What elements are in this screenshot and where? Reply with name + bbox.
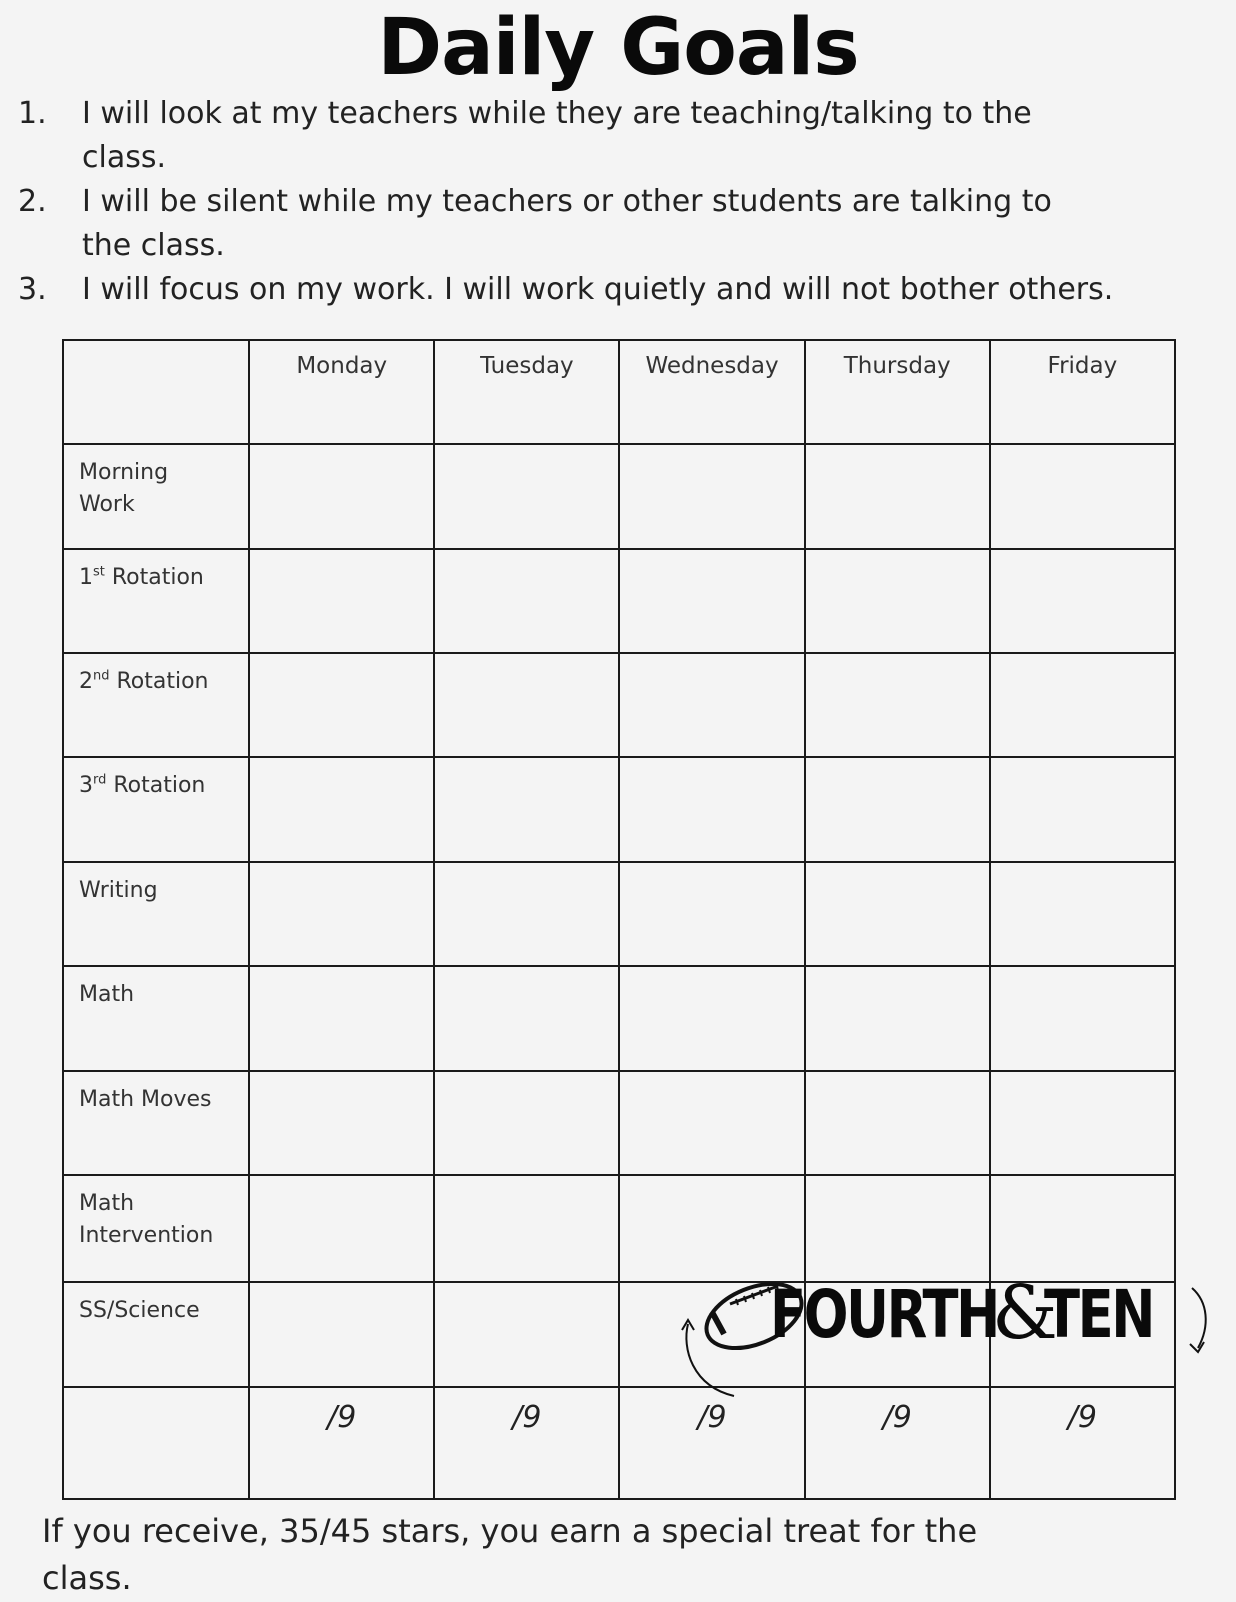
- goal-text: [82, 92, 1227, 180]
- goal-cell[interactable]: [434, 653, 619, 757]
- goal-cell[interactable]: [249, 966, 434, 1070]
- goal-cell[interactable]: [249, 549, 434, 653]
- row-label-2nd-rotation: [63, 653, 249, 757]
- row-label-line: Morning: [79, 460, 169, 486]
- goal-cell[interactable]: [805, 1071, 990, 1175]
- goal-cell[interactable]: [434, 966, 619, 1070]
- day-header-tuesday: Tuesday: [434, 340, 619, 444]
- goal-cell[interactable]: [990, 966, 1175, 1070]
- score-cell-friday[interactable]: /9: [990, 1387, 1175, 1499]
- goal-cell[interactable]: [805, 1175, 990, 1282]
- goal-cell[interactable]: [434, 862, 619, 966]
- table-row: [63, 549, 1175, 653]
- goal-cell[interactable]: [619, 862, 804, 966]
- goal-cell[interactable]: [805, 966, 990, 1070]
- goal-cell[interactable]: [249, 1071, 434, 1175]
- logo-ampersand: &: [992, 1270, 1055, 1356]
- goal-cell[interactable]: [805, 444, 990, 548]
- goal-cell[interactable]: [990, 1175, 1175, 1282]
- row-label-line: SS/Science: [79, 1298, 200, 1324]
- reward-note-line: class.: [42, 1559, 132, 1597]
- goal-text-line: I will focus on my work. I will work quietly and will not bother others.: [82, 272, 1114, 307]
- ordinal-suffix: st: [93, 564, 105, 580]
- reward-note: [42, 1508, 1202, 1602]
- goal-number: 1.: [18, 96, 47, 131]
- goal-cell[interactable]: [990, 1071, 1175, 1175]
- goal-text: [82, 180, 1227, 268]
- goal-cell[interactable]: [619, 549, 804, 653]
- table-row: [63, 966, 1175, 1070]
- ordinal-suffix: rd: [93, 773, 107, 789]
- goal-cell[interactable]: [619, 1175, 804, 1282]
- logo-text-fourth: FOURTH: [770, 1276, 998, 1353]
- row-label-text: Rotation: [104, 564, 204, 590]
- goal-cell[interactable]: [619, 1071, 804, 1175]
- goal-cell[interactable]: [434, 444, 619, 548]
- corner-cell: [63, 340, 249, 444]
- row-label-line: Writing: [79, 877, 158, 903]
- day-header-friday: Friday: [990, 340, 1175, 444]
- goal-cell[interactable]: [805, 549, 990, 653]
- goal-cell[interactable]: [619, 966, 804, 1070]
- goal-cell[interactable]: [249, 653, 434, 757]
- goal-cell[interactable]: [249, 757, 434, 861]
- table-row: [63, 1071, 1175, 1175]
- page-title: Daily Goals: [377, 3, 859, 93]
- goal-text-line: I will be silent while my teachers or other students are talking to: [82, 184, 1052, 219]
- row-label-ss-science: [63, 1282, 249, 1386]
- score-cell-monday[interactable]: /9: [249, 1387, 434, 1499]
- logo-text-ten: TEN: [1044, 1276, 1154, 1353]
- row-label-text: Rotation: [106, 773, 206, 799]
- ordinal-number: 1: [79, 564, 93, 590]
- goal-cell[interactable]: [434, 549, 619, 653]
- goal-cell[interactable]: [990, 653, 1175, 757]
- table-row: [63, 862, 1175, 966]
- row-label-1st-rotation: [63, 549, 249, 653]
- table-row: [63, 653, 1175, 757]
- goal-cell[interactable]: [249, 1175, 434, 1282]
- row-label-line: Math: [79, 982, 135, 1008]
- goal-cell[interactable]: [434, 1175, 619, 1282]
- curve-arrow-right: [1192, 1288, 1206, 1348]
- goal-number: 2.: [18, 184, 47, 219]
- goal-cell[interactable]: [805, 653, 990, 757]
- day-header-thursday: Thursday: [805, 340, 990, 444]
- table-row: [63, 444, 1175, 548]
- goal-text-line: I will look at my teachers while they are teaching/talking to the: [82, 96, 1032, 131]
- row-label-math-intervention: [63, 1175, 249, 1282]
- goal-cell[interactable]: [619, 444, 804, 548]
- score-cell-tuesday[interactable]: /9: [434, 1387, 619, 1499]
- row-label-line: Math Moves: [79, 1086, 212, 1112]
- reward-note-line: If you receive, 35/45 stars, you earn a special treat for the: [42, 1512, 978, 1550]
- fourth-and-ten-logo: [672, 1268, 1224, 1400]
- table-row: [63, 1175, 1175, 1282]
- ordinal-number: 2: [79, 669, 93, 695]
- score-row: [63, 1387, 1175, 1499]
- goal-text-line: class.: [82, 140, 167, 175]
- row-label-morning-work: [63, 444, 249, 548]
- score-cell-thursday[interactable]: /9: [805, 1387, 990, 1499]
- goal-item: [12, 92, 1227, 180]
- row-label-math-moves: [63, 1071, 249, 1175]
- row-label-line: Work: [79, 492, 135, 518]
- score-cell-wednesday[interactable]: /9: [619, 1387, 804, 1499]
- goal-item: [12, 180, 1227, 268]
- day-header-monday: Monday: [249, 340, 434, 444]
- goal-cell[interactable]: [434, 1071, 619, 1175]
- day-header-wednesday: Wednesday: [619, 340, 804, 444]
- row-label-3rd-rotation: [63, 757, 249, 861]
- header-row: [63, 340, 1175, 444]
- table-row: [63, 757, 1175, 861]
- goal-cell[interactable]: [434, 757, 619, 861]
- row-label-line: Math: [79, 1190, 135, 1216]
- goal-cell[interactable]: [619, 757, 804, 861]
- score-label-cell: [63, 1387, 249, 1499]
- goal-number: 3.: [18, 272, 47, 307]
- goal-cell[interactable]: [249, 444, 434, 548]
- goal-cell[interactable]: [249, 1282, 434, 1386]
- goal-cell[interactable]: [990, 757, 1175, 861]
- goal-text: [82, 268, 1227, 312]
- goal-cell[interactable]: [619, 653, 804, 757]
- row-label-line: Intervention: [79, 1222, 214, 1248]
- row-label-math: [63, 966, 249, 1070]
- goal-cell[interactable]: [990, 862, 1175, 966]
- goal-item: [12, 268, 1227, 312]
- goals-list: [12, 92, 1227, 312]
- ordinal-suffix: nd: [93, 668, 110, 684]
- goal-cell[interactable]: [990, 444, 1175, 548]
- goal-cell[interactable]: [805, 757, 990, 861]
- row-label-text: Rotation: [109, 669, 209, 695]
- goal-cell[interactable]: [990, 549, 1175, 653]
- goal-cell[interactable]: [434, 1282, 619, 1386]
- ordinal-number: 3: [79, 773, 93, 799]
- goal-cell[interactable]: [249, 862, 434, 966]
- goal-cell[interactable]: [805, 862, 990, 966]
- goal-text-line: the class.: [82, 228, 225, 263]
- row-label-writing: [63, 862, 249, 966]
